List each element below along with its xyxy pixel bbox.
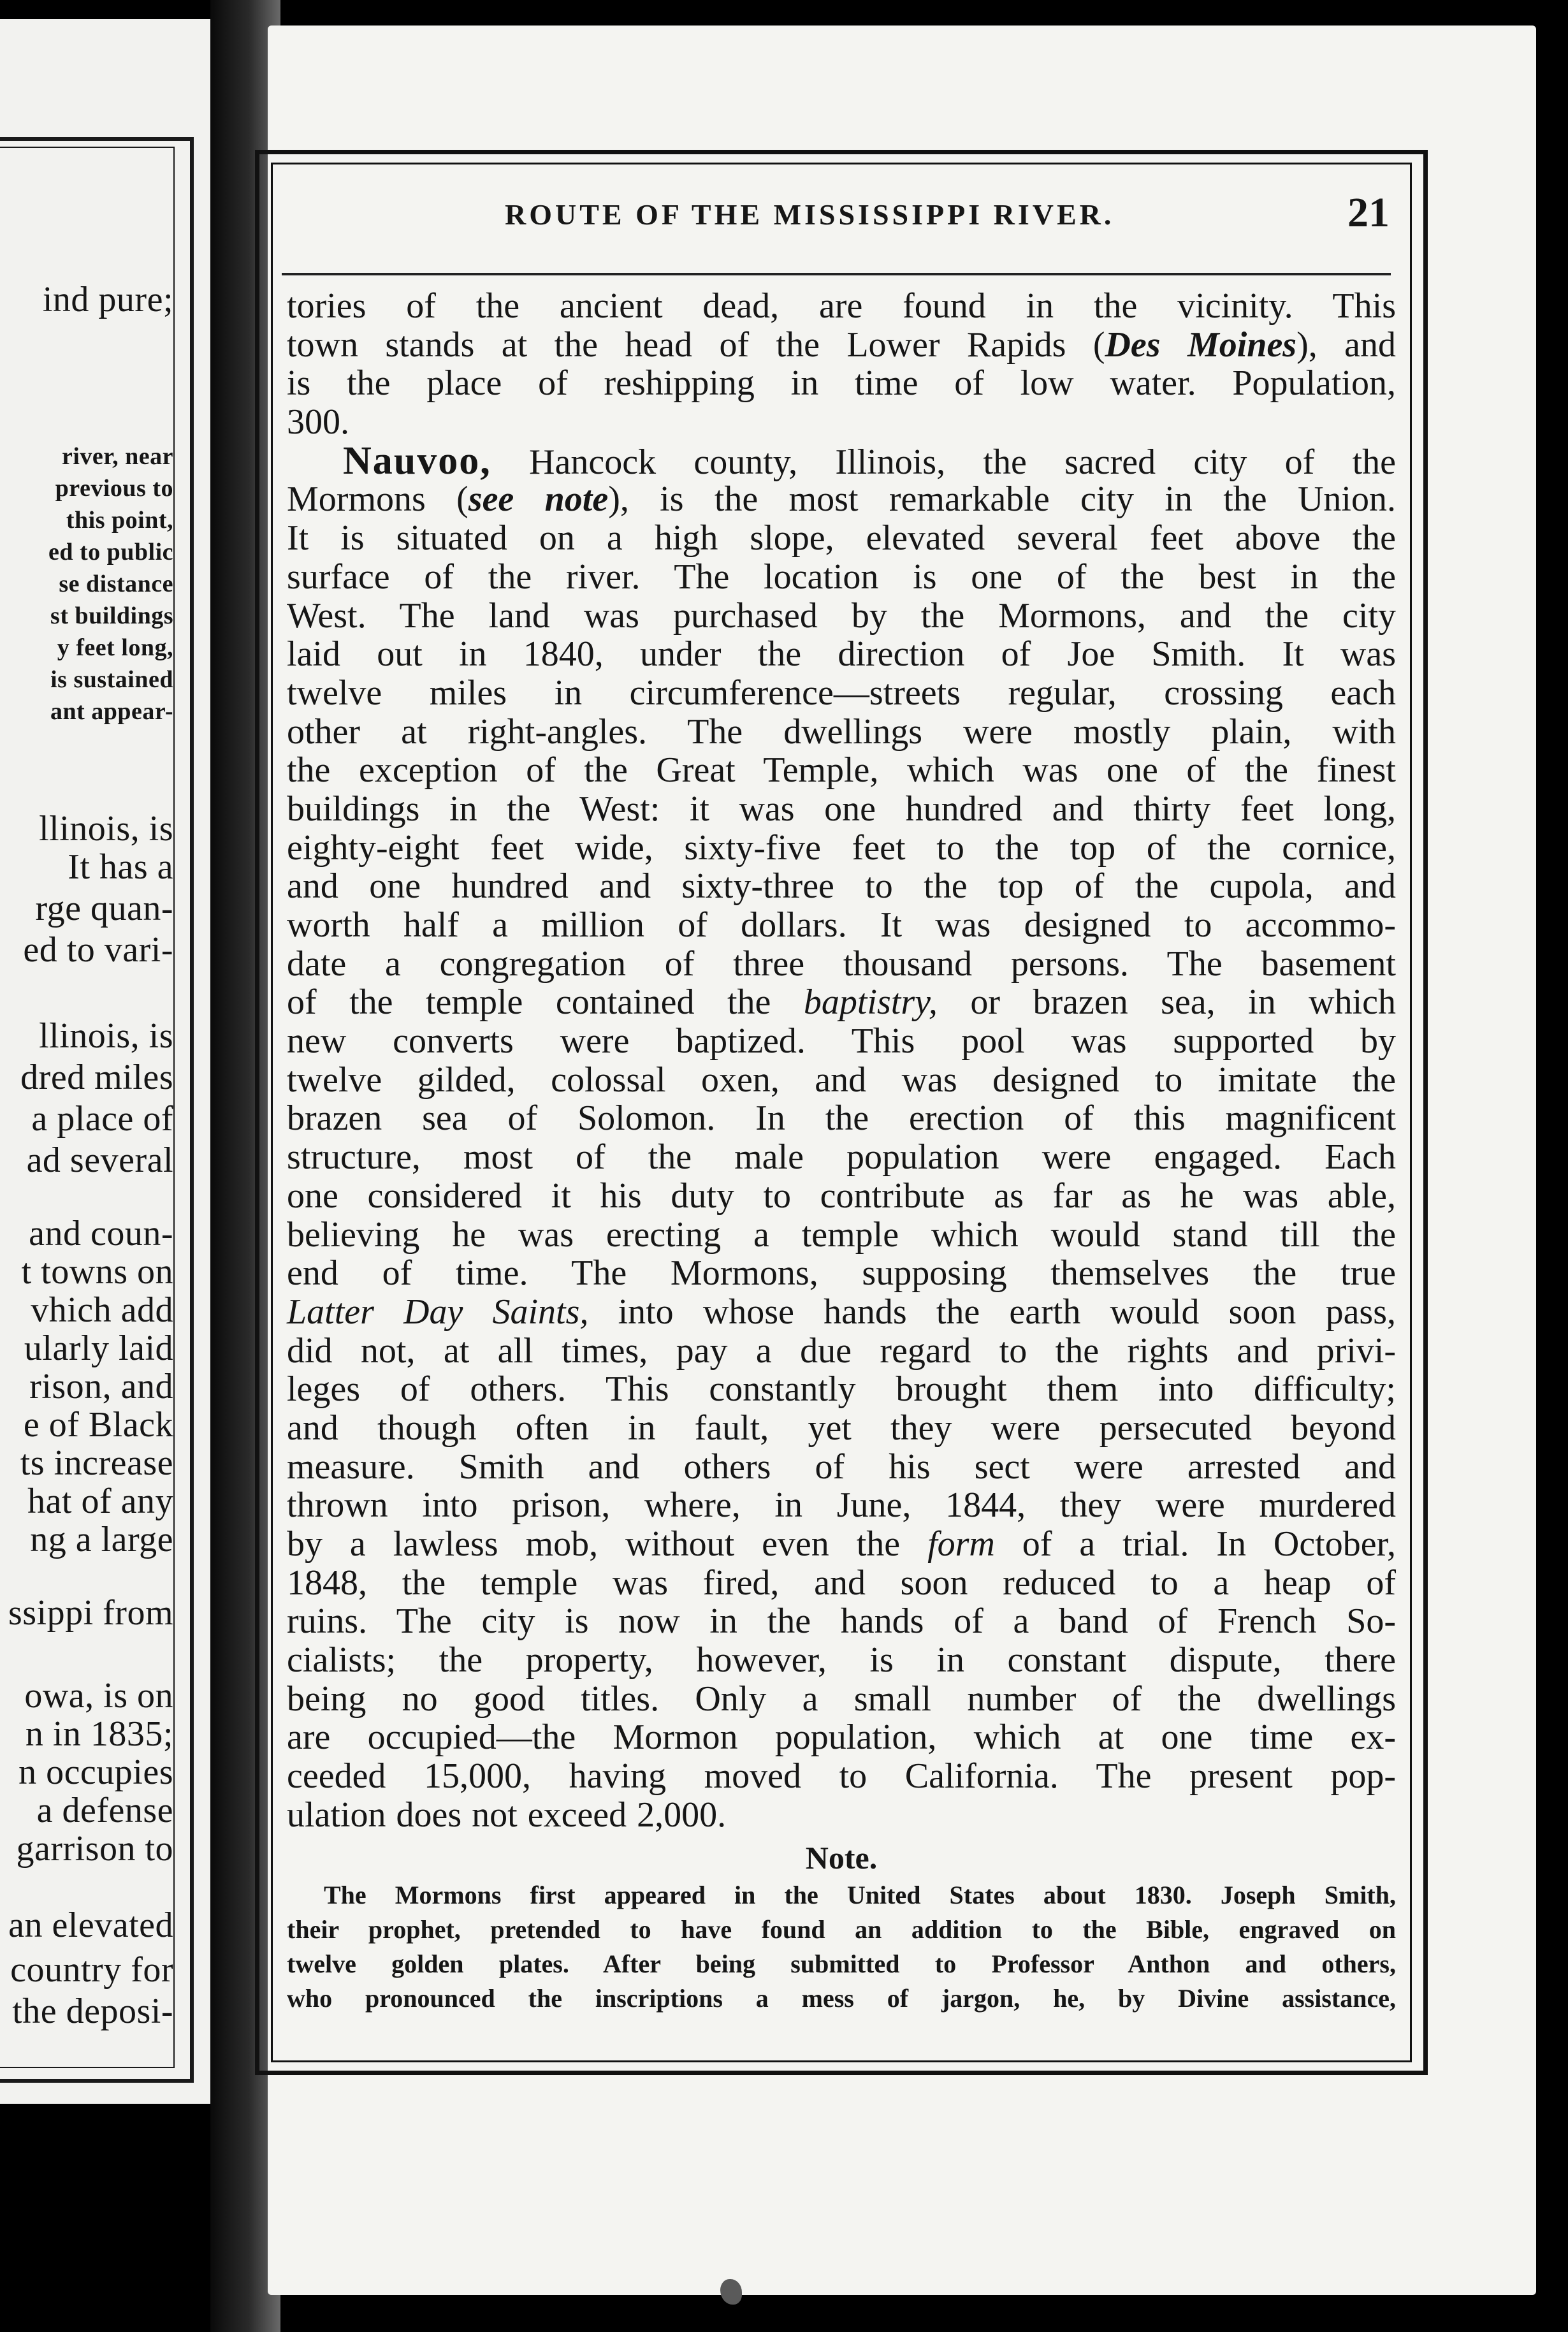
- text-line: did not, at all times, pay a due regard to the rights and privi-: [287, 1330, 1396, 1371]
- previous-page-line: hat of any: [27, 1482, 173, 1521]
- italic-term: Des Moines: [1105, 324, 1297, 365]
- text-line: and though often in fault, yet they were persecuted beyond: [287, 1408, 1396, 1448]
- italic-term: form: [927, 1524, 995, 1564]
- body-text: [287, 287, 1396, 2016]
- previous-page-line: ant appear-: [50, 698, 173, 725]
- italic-term: see note: [468, 479, 609, 520]
- text-line: West. The land was purchased by the Mormons, and the city: [287, 595, 1396, 636]
- text-line: eighty-eight feet wide, sixty-five feet to the top of the cornice,: [287, 827, 1396, 868]
- text-line: are occupied—the Mormon population, which at one time ex-: [287, 1717, 1396, 1758]
- previous-page-line: n in 1835;: [25, 1714, 173, 1754]
- previous-page-line: ssippi from: [8, 1593, 173, 1633]
- text-line: laid out in 1840, under the direction of Joe Smith. It was: [287, 634, 1396, 674]
- previous-page-line: dred miles: [20, 1058, 173, 1097]
- previous-page-line: y feet long,: [57, 634, 173, 661]
- page-number: 21: [1347, 189, 1390, 236]
- previous-page-line: llinois, is: [39, 809, 173, 849]
- text-line: tories of the ancient dead, are found in the vicinity. This: [287, 286, 1396, 326]
- previous-page-line: ularly laid: [24, 1329, 173, 1368]
- previous-page-line: ts increase: [20, 1443, 173, 1483]
- text-line: leges of others. This constantly brought them into difficulty;: [287, 1369, 1396, 1410]
- text-line: by a lawless mob, without even the form of a trial. In October,: [287, 1524, 1397, 1564]
- note-line: The Mormons first appeared in the United States about 1830. Joseph Smith,: [324, 1880, 1396, 1909]
- previous-page-line: n occupies: [18, 1753, 173, 1792]
- text-line: town stands at the head of the Lower Rapids (Des Moines), and: [287, 324, 1396, 365]
- text-line: cialists; the property, however, is in constant dispute, there: [287, 1640, 1396, 1680]
- text-line: 1848, the temple was fired, and soon reduced to a heap of: [287, 1563, 1396, 1603]
- previous-page-line: rge quan-: [35, 889, 173, 928]
- text-line: believing he was erecting a temple which would stand till the: [287, 1214, 1396, 1255]
- text-line: structure, most of the male population were engaged. Each: [287, 1137, 1396, 1177]
- previous-page-line: country for: [10, 1950, 173, 1990]
- text-line: Latter Day Saints, into whose hands the earth would soon pass,: [287, 1292, 1397, 1332]
- previous-page-line: ad several: [26, 1140, 173, 1180]
- ink-blot: [720, 2279, 742, 2305]
- previous-page-line: It has a: [68, 847, 173, 887]
- text-line: buildings in the West: it was one hundred and thirty feet long,: [287, 789, 1396, 829]
- text-line: one considered it his duty to contribute as far as he was able,: [287, 1176, 1396, 1216]
- previous-page-line: previous to: [55, 475, 173, 502]
- previous-page-line: ng a large: [30, 1520, 173, 1559]
- previous-page-line: garrison to: [16, 1829, 173, 1869]
- previous-page-line: ind pure;: [42, 280, 173, 319]
- previous-page-line: vhich add: [31, 1290, 173, 1330]
- text-line: of the temple contained the baptistry, or brazen sea, in which: [287, 982, 1397, 1023]
- note-heading: Note.: [805, 1839, 878, 1876]
- text-line: thrown into prison, where, in June, 1844, they were murdered: [287, 1485, 1396, 1526]
- previous-page-edge: [0, 19, 210, 2104]
- text-line: Nauvoo, Hancock county, Illinois, the sacred city of the: [343, 439, 1396, 483]
- text-line: twelve gilded, colossal oxen, and was designed to imitate the: [287, 1060, 1396, 1100]
- text-line: ceeded 15,000, having moved to California. The present pop-: [287, 1756, 1396, 1796]
- previous-page-line: the deposi-: [12, 1992, 173, 2031]
- note-line: twelve golden plates. After being submitted to Professor Anthon and others,: [287, 1949, 1396, 1978]
- text-line: the exception of the Great Temple, which was one of the finest: [287, 750, 1396, 791]
- header-rule: [282, 273, 1391, 275]
- text-line: new converts were baptized. This pool was supported by: [287, 1021, 1396, 1061]
- previous-page-line: this point,: [66, 507, 173, 534]
- entry-heading: Nauvoo,: [343, 439, 491, 483]
- previous-page-line: is sustained: [50, 666, 173, 693]
- text-line: other at right-angles. The dwellings were mostly plain, with: [287, 711, 1396, 752]
- italic-term: Latter Day Saints,: [287, 1292, 589, 1332]
- text-line: being no good titles. Only a small number of the dwellings: [287, 1679, 1396, 1719]
- text-line: and one hundred and sixty-three to the top of the cupola, and: [287, 866, 1396, 907]
- previous-page-line: ed to vari-: [23, 930, 173, 970]
- running-title: ROUTE OF THE MISSISSIPPI RIVER.: [505, 198, 1115, 231]
- previous-page-line: se distance: [59, 571, 173, 597]
- previous-page-line: ed to public: [48, 539, 173, 565]
- running-header: [280, 191, 1390, 255]
- previous-page-line: a place of: [31, 1099, 173, 1139]
- text-line: ulation does not exceed 2,000.: [287, 1795, 727, 1835]
- note-line: who pronounced the inscriptions a mess of jargon, he, by Divine assistance,: [287, 1983, 1396, 2013]
- previous-page-line: river, near: [61, 443, 173, 470]
- text-line: is the place of reshipping in time of low water. Population,: [287, 363, 1396, 404]
- italic-term: baptistry,: [803, 982, 938, 1023]
- previous-page-line: and coun-: [29, 1214, 173, 1253]
- text-line: date a congregation of three thousand persons. The basement: [287, 944, 1396, 984]
- text-line: twelve miles in circumference—streets regular, crossing each: [287, 673, 1396, 713]
- text-line: end of time. The Mormons, supposing themselves the true: [287, 1253, 1396, 1294]
- previous-page-line: st buildings: [50, 602, 173, 629]
- previous-page-line: rison, and: [29, 1367, 173, 1406]
- previous-page-line: e of Black: [23, 1405, 173, 1445]
- previous-page-line: a defense: [36, 1791, 173, 1830]
- text-line: Mormons (see note), is the most remarkable city in the Union.: [287, 479, 1396, 520]
- text-line: surface of the river. The location is one of the best in the: [287, 557, 1396, 597]
- previous-page-line: owa, is on: [24, 1676, 173, 1716]
- text-line: worth half a million of dollars. It was designed to accommo-: [287, 905, 1396, 945]
- text-line: brazen sea of Solomon. In the erection of this magnificent: [287, 1098, 1396, 1139]
- previous-page-line: an elevated: [8, 1906, 173, 1945]
- text-line: It is situated on a high slope, elevated several feet above the: [287, 518, 1396, 558]
- text-line: 300.: [287, 402, 349, 442]
- note-line: their prophet, pretended to have found an addition to the Bible, engraved on: [287, 1914, 1396, 1944]
- previous-page-line: t towns on: [21, 1252, 173, 1292]
- previous-page-line: llinois, is: [39, 1016, 173, 1056]
- text-line: measure. Smith and others of his sect were arrested and: [287, 1447, 1396, 1487]
- text-line: ruins. The city is now in the hands of a band of French So-: [287, 1601, 1396, 1642]
